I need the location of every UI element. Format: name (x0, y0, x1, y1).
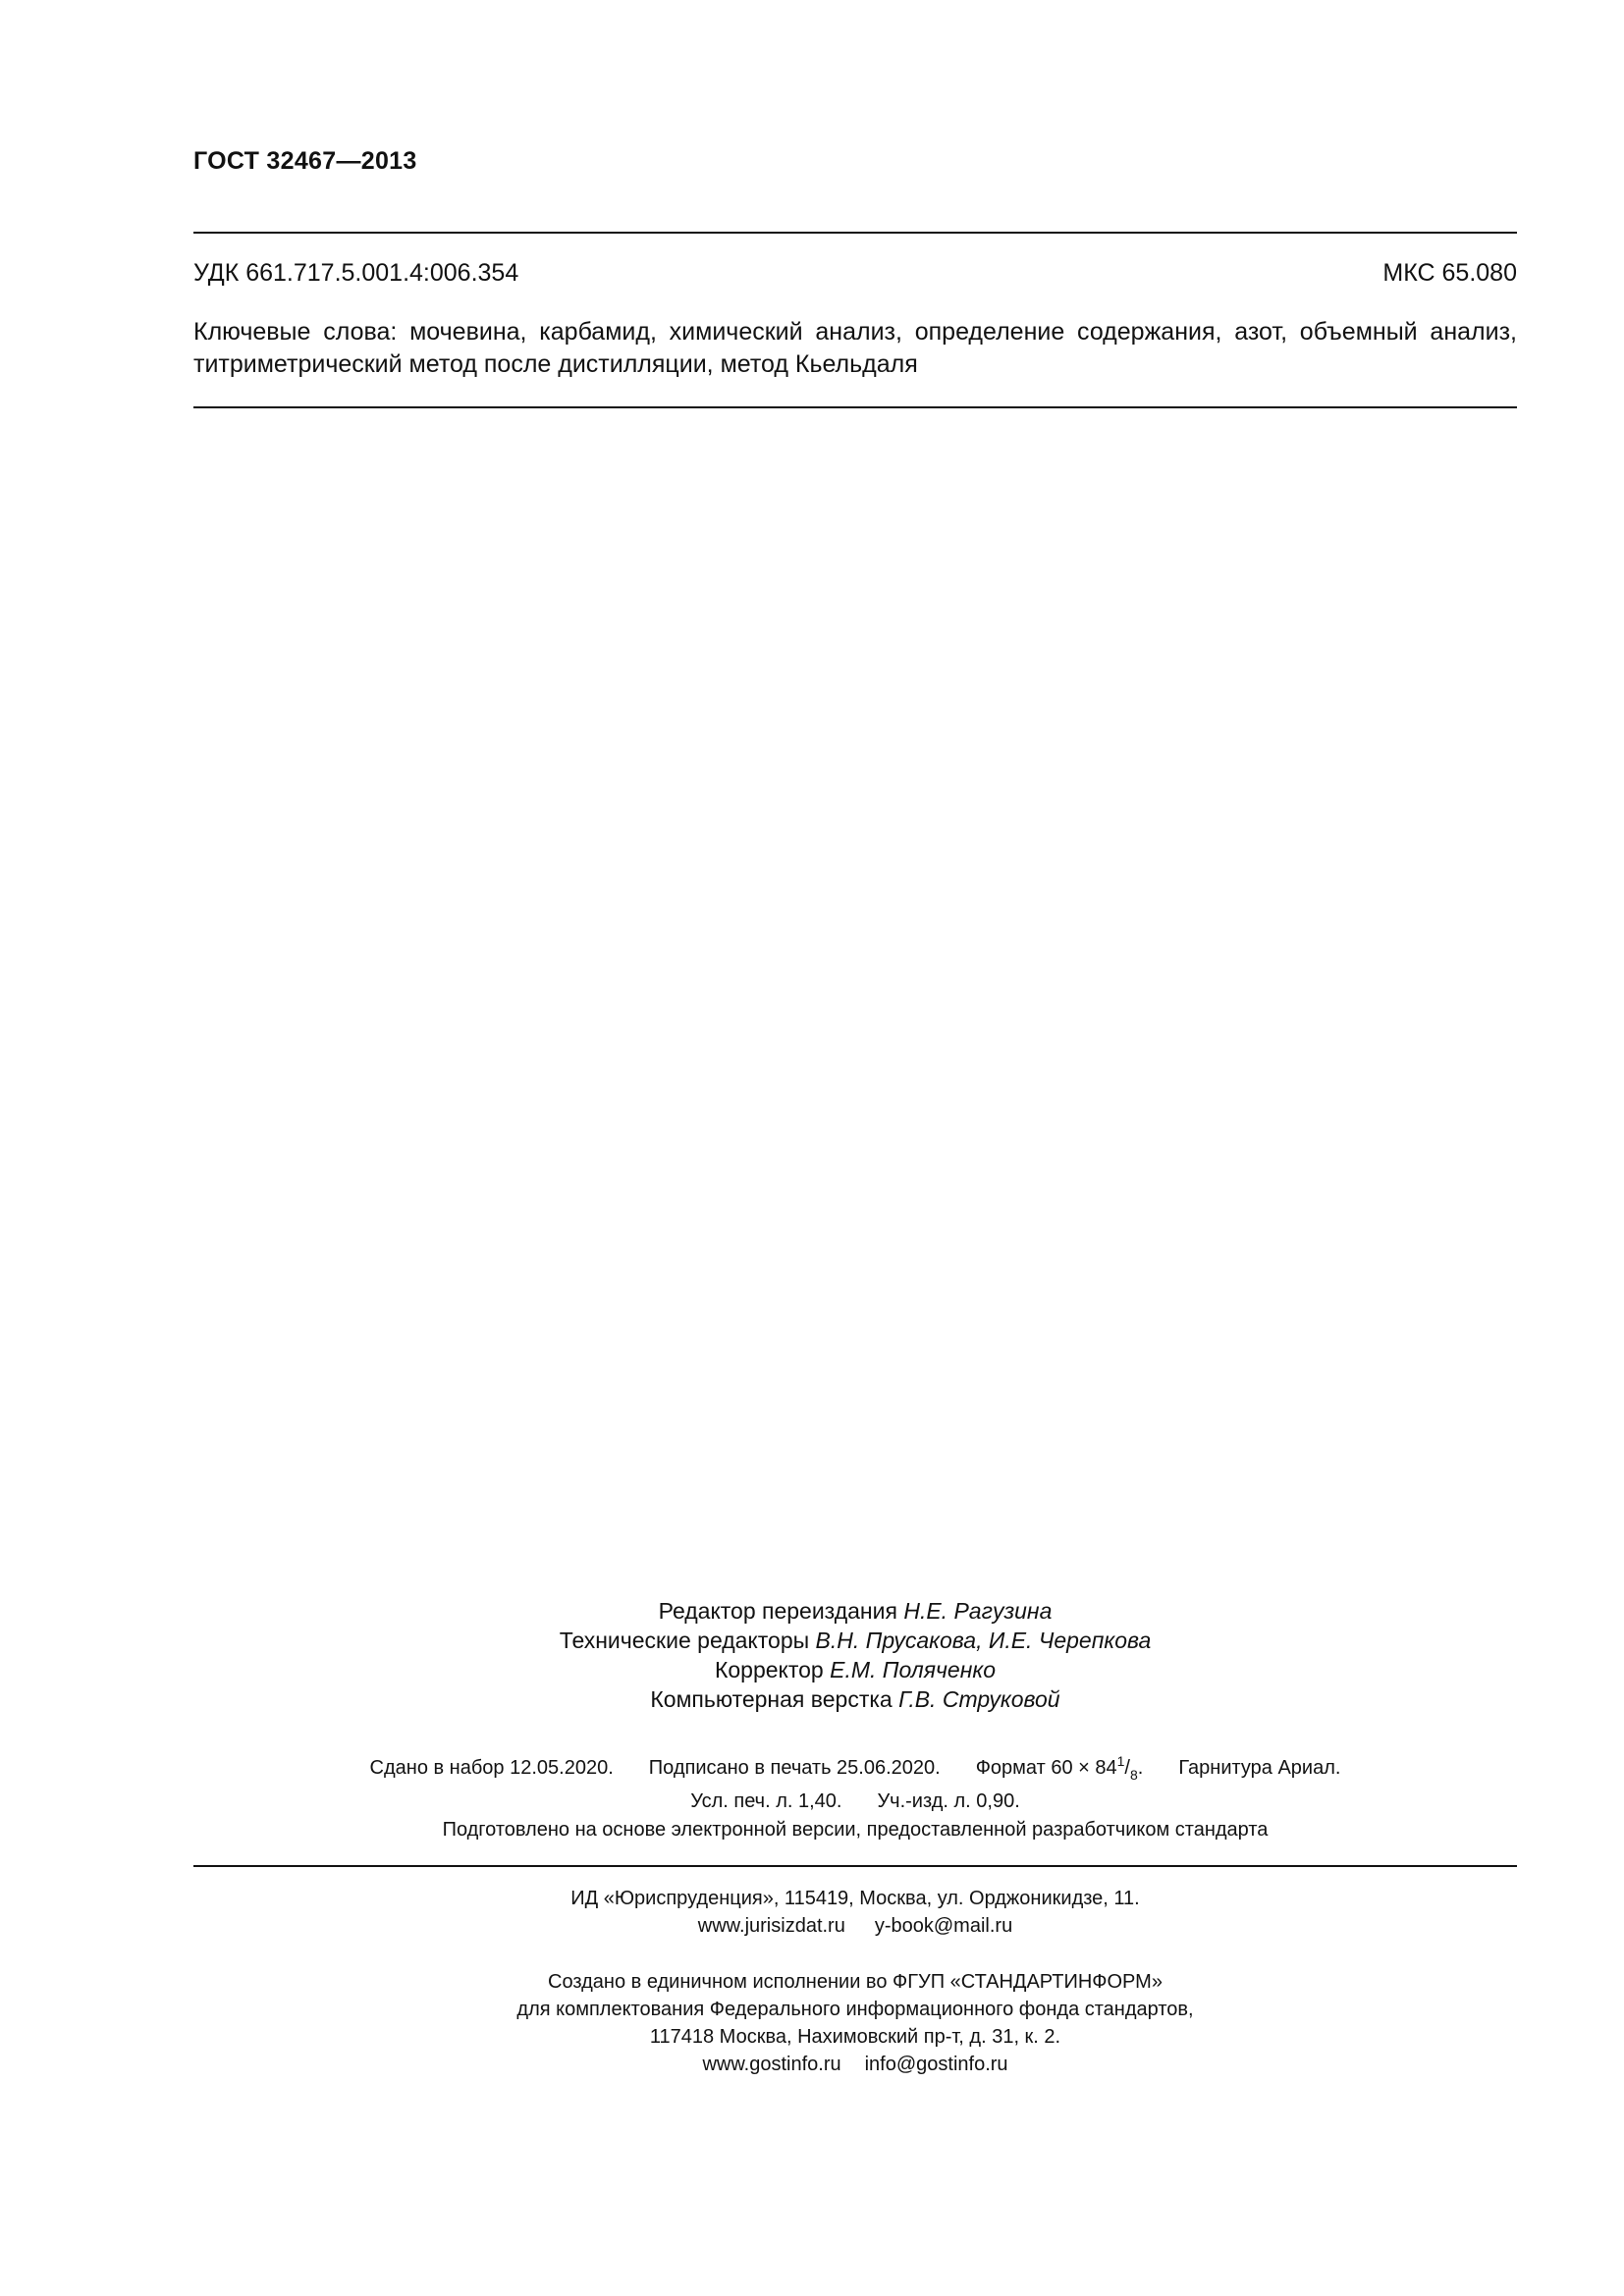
tech-editors-names: В.Н. Прусакова, И.Е. Черепкова (815, 1628, 1152, 1653)
keywords-paragraph: Ключевые слова: мочевина, карбамид, химический анализ, определение содержания, азот, объемный анализ, титриметрический метод после дистилляции, метод Кьельдаля (193, 318, 1517, 378)
tech-editors-line (193, 1626, 1517, 1655)
signed-date: Подписано в печать 25.06.2020. (648, 1757, 941, 1779)
credits-block (193, 1596, 1517, 1714)
header-divider (193, 232, 1517, 234)
created-line-3: 117418 Москва, Нахимовский пр-т, д. 31, к. 2. (649, 2026, 1061, 2048)
publisher-block (193, 1885, 1517, 1940)
created-line-1: Создано в единичном исполнении во ФГУП «СТАНДАРТИНФОРМ» (548, 1971, 1163, 1993)
created-block (193, 1968, 1517, 2078)
print-sheets: Усл. печ. л. 1,40. (690, 1790, 842, 1812)
footer-divider (193, 1865, 1517, 1867)
keywords-divider (193, 406, 1517, 408)
prepared-note: Подготовлено на основе электронной версии, предоставленной разработчиком стандарта (442, 1819, 1269, 1841)
layout-line (193, 1684, 1517, 1714)
publisher-website-link[interactable]: www.jurisizdat.ru (697, 1915, 845, 1937)
gostinfo-website-link[interactable]: www.gostinfo.ru (702, 2054, 841, 2075)
classification-row (193, 259, 1517, 288)
print-info-line-1 (193, 1748, 1517, 1789)
publisher-contacts (193, 1912, 1517, 1940)
corrector-label: Корректор (714, 1657, 824, 1682)
udk-code: УДК 661.717.5.001.4:006.354 (193, 259, 519, 287)
corrector-line (193, 1655, 1517, 1684)
corrector-name: Е.М. Поляченко (830, 1657, 997, 1682)
typeface: Гарнитура Ариал. (1178, 1757, 1341, 1779)
editor-name: Н.Е. Рагузина (903, 1598, 1053, 1624)
publisher-address: ИД «Юриспруденция», 115419, Москва, ул. Орджоникидзе, 11. (570, 1888, 1140, 1909)
publisher-email-link[interactable]: y-book@mail.ru (874, 1915, 1013, 1937)
publisher-sheets: Уч.-изд. л. 0,90. (877, 1790, 1020, 1812)
paper-format: Формат $60 \times 84^1/_8$. (975, 1753, 1144, 1783)
editor-line (193, 1596, 1517, 1626)
typeset-date: Сдано в набор 12.05.2020. (369, 1757, 614, 1779)
layout-label: Компьютерная верстка (650, 1686, 893, 1712)
layout-name: Г.В. Струковой (898, 1686, 1060, 1712)
mks-code: МКС 65.080 (1382, 259, 1517, 287)
print-info-block (193, 1748, 1517, 1815)
created-contacts (193, 2051, 1517, 2078)
print-info-line-2 (193, 1789, 1517, 1815)
created-line-2: для комплектования Федерального информационного фонда стандартов, (516, 1999, 1194, 2020)
tech-editors-label: Технические редакторы (559, 1628, 810, 1653)
gostinfo-email-link[interactable]: info@gostinfo.ru (864, 2054, 1008, 2075)
standard-code-header: ГОСТ 32467—2013 (193, 147, 417, 175)
editor-label: Редактор переиздания (658, 1598, 897, 1624)
